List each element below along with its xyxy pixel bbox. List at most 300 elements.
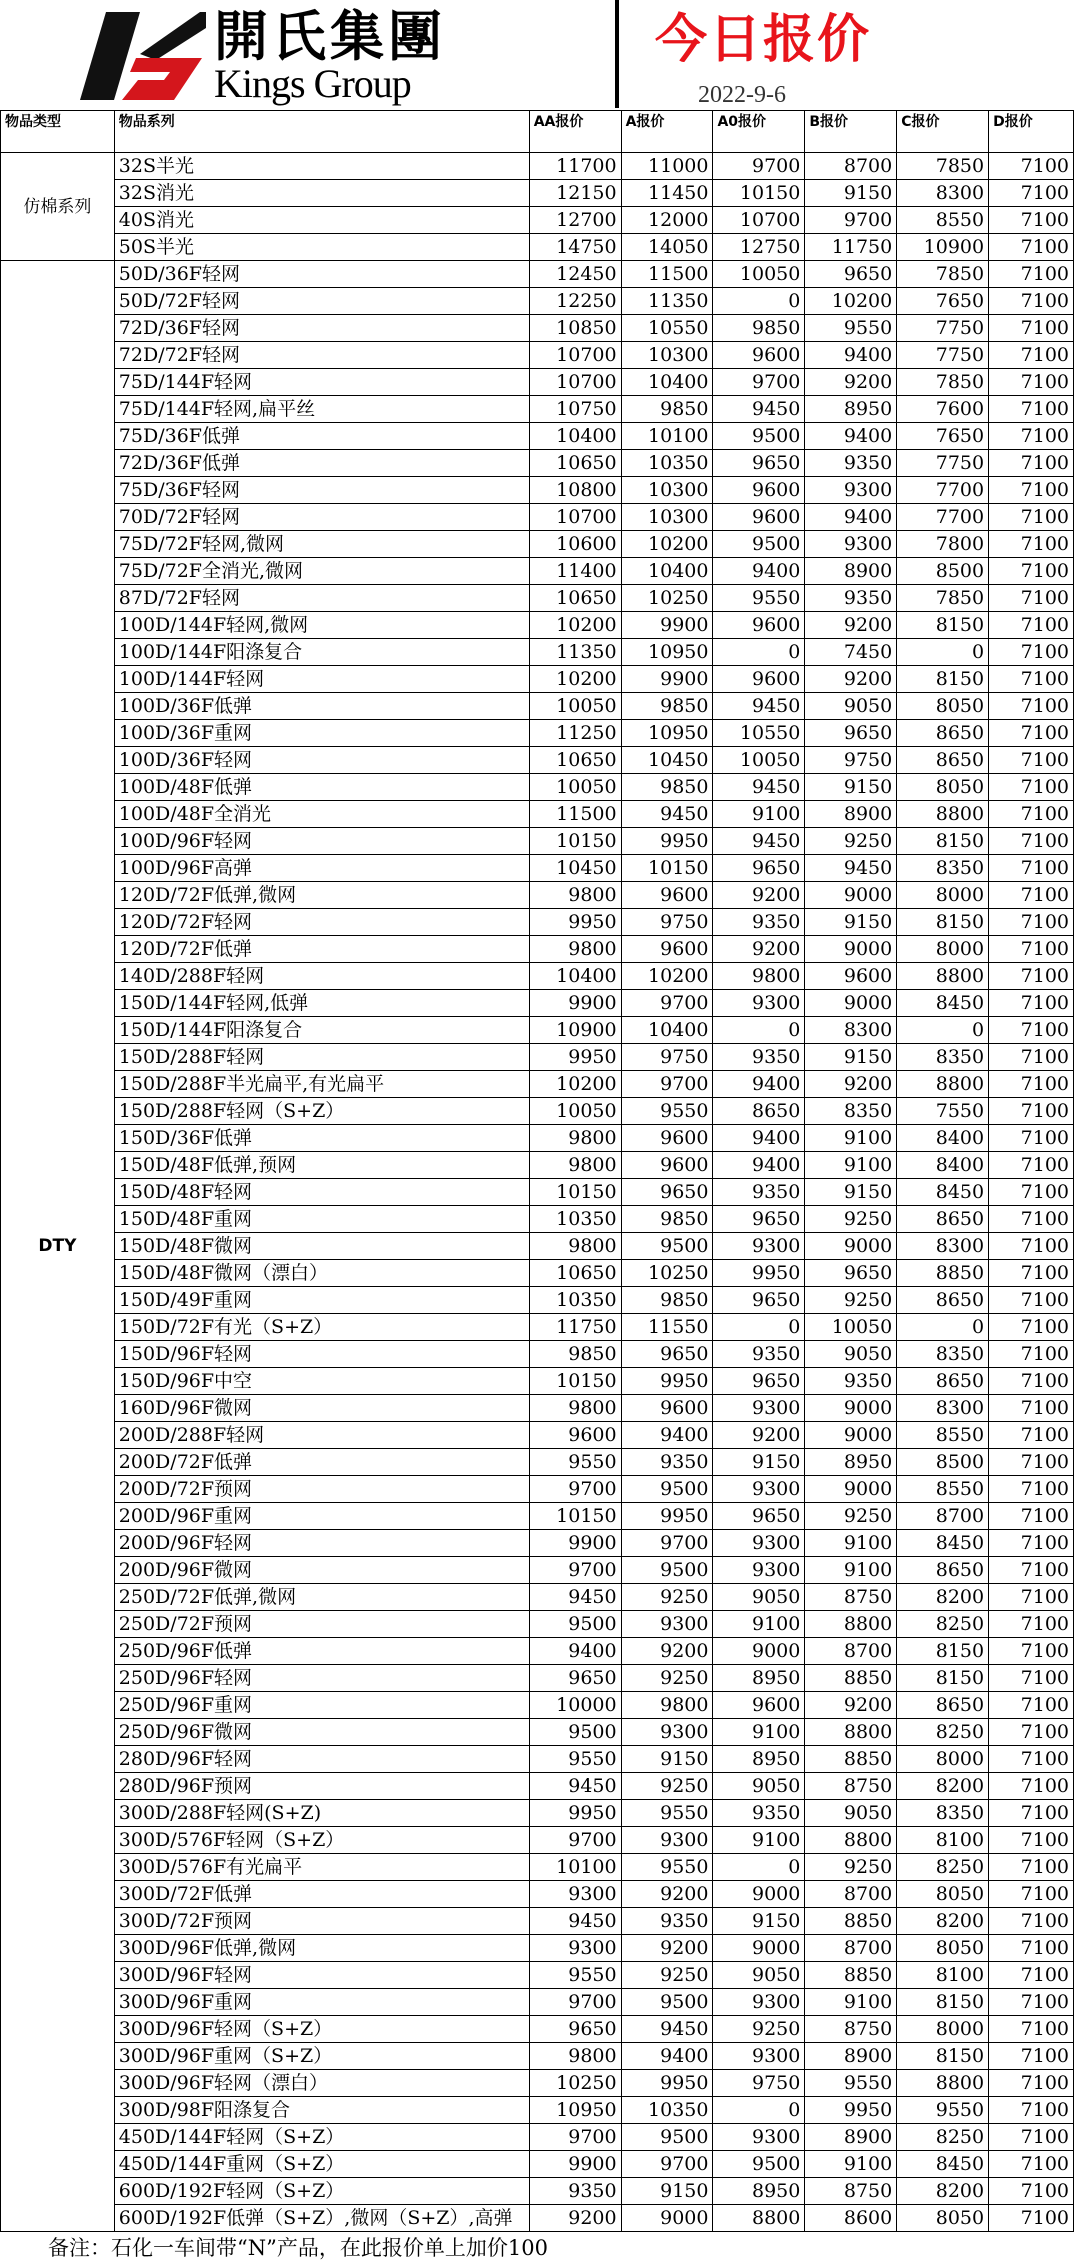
table-row	[1, 1881, 1074, 1908]
price-cell: 9300	[713, 1233, 805, 1260]
price-cell: 9450	[621, 801, 713, 828]
price-cell: 10450	[529, 855, 621, 882]
table-row	[1, 1449, 1074, 1476]
price-cell: 7100	[989, 1881, 1074, 1908]
table-row	[1, 288, 1074, 315]
series-cell: 72D/72F轻网	[114, 342, 529, 369]
price-cell: 9700	[713, 153, 805, 180]
price-cell: 7100	[989, 1233, 1074, 1260]
price-cell: 9800	[621, 1692, 713, 1719]
price-cell: 9900	[529, 2151, 621, 2178]
price-cell: 7100	[989, 774, 1074, 801]
category-cell: DTY	[1, 261, 115, 2232]
series-cell: 300D/96F轻网（S+Z）	[114, 2016, 529, 2043]
price-cell: 8300	[897, 1395, 989, 1422]
col-header-a: A报价	[621, 111, 713, 153]
price-cell: 10050	[805, 1314, 897, 1341]
price-cell: 9750	[805, 747, 897, 774]
table-row	[1, 369, 1074, 396]
price-cell: 7100	[989, 2124, 1074, 2151]
price-cell: 11550	[621, 1314, 713, 1341]
price-cell: 10800	[529, 477, 621, 504]
price-cell: 9450	[713, 396, 805, 423]
table-row	[1, 1287, 1074, 1314]
price-cell: 7100	[989, 1989, 1074, 2016]
price-cell: 7700	[897, 477, 989, 504]
price-cell: 8250	[897, 1719, 989, 1746]
price-cell: 9850	[621, 396, 713, 423]
price-cell: 8800	[897, 801, 989, 828]
price-cell: 10050	[529, 693, 621, 720]
price-cell: 9600	[621, 1125, 713, 1152]
table-row	[1, 1908, 1074, 1935]
series-cell: 250D/72F预网	[114, 1611, 529, 1638]
price-cell: 9650	[621, 1341, 713, 1368]
series-cell: 100D/144F阳涤复合	[114, 639, 529, 666]
price-cell: 8250	[897, 1611, 989, 1638]
price-cell: 9300	[713, 1530, 805, 1557]
price-cell: 8650	[897, 747, 989, 774]
price-cell: 9300	[529, 1935, 621, 1962]
price-cell: 9300	[805, 531, 897, 558]
price-cell: 7800	[897, 531, 989, 558]
price-cell: 9450	[805, 855, 897, 882]
price-cell: 8000	[897, 1746, 989, 1773]
table-row	[1, 1692, 1074, 1719]
price-cell: 8950	[805, 1449, 897, 1476]
price-cell: 9300	[713, 1395, 805, 1422]
price-cell: 0	[713, 1854, 805, 1881]
series-cell: 200D/72F低弹	[114, 1449, 529, 1476]
price-cell: 9500	[713, 423, 805, 450]
table-header-row	[1, 111, 1074, 153]
table-row	[1, 828, 1074, 855]
price-cell: 7100	[989, 1368, 1074, 1395]
price-cell: 7100	[989, 234, 1074, 261]
price-cell: 9350	[713, 1800, 805, 1827]
table-row	[1, 1584, 1074, 1611]
price-cell: 9800	[529, 1152, 621, 1179]
price-cell: 9000	[805, 1422, 897, 1449]
series-cell: 72D/36F轻网	[114, 315, 529, 342]
price-cell: 9100	[713, 1827, 805, 1854]
table-row	[1, 1638, 1074, 1665]
series-cell: 250D/96F轻网	[114, 1665, 529, 1692]
col-header-d: D报价	[989, 111, 1074, 153]
price-cell: 7100	[989, 369, 1074, 396]
table-row	[1, 1503, 1074, 1530]
price-cell: 8150	[897, 1989, 989, 2016]
price-cell: 9150	[805, 909, 897, 936]
price-cell: 9250	[621, 1665, 713, 1692]
table-row	[1, 558, 1074, 585]
price-cell: 8100	[897, 1827, 989, 1854]
price-cell: 7100	[989, 2178, 1074, 2205]
price-cell: 8000	[897, 936, 989, 963]
price-cell: 9100	[805, 1989, 897, 2016]
logo-english-name: Kings Group	[214, 61, 411, 106]
category-cell: 仿棉系列	[1, 153, 115, 261]
price-cell: 9000	[713, 1881, 805, 1908]
table-row	[1, 666, 1074, 693]
table-row	[1, 1719, 1074, 1746]
price-cell: 8150	[897, 828, 989, 855]
price-cell: 11750	[529, 1314, 621, 1341]
price-cell: 10200	[621, 963, 713, 990]
price-cell: 9300	[805, 477, 897, 504]
series-cell: 450D/144F重网（S+Z）	[114, 2151, 529, 2178]
price-cell: 8300	[897, 180, 989, 207]
page-title: 今日报价	[655, 10, 872, 70]
series-cell: 150D/48F微网（漂白）	[114, 1260, 529, 1287]
price-cell: 9900	[529, 1530, 621, 1557]
table-row	[1, 180, 1074, 207]
price-cell: 7100	[989, 261, 1074, 288]
price-cell: 10600	[529, 531, 621, 558]
price-cell: 9150	[805, 1179, 897, 1206]
price-cell: 9350	[713, 1179, 805, 1206]
price-cell: 8050	[897, 1881, 989, 1908]
price-cell: 8450	[897, 1530, 989, 1557]
price-cell: 9950	[529, 1800, 621, 1827]
price-cell: 12750	[713, 234, 805, 261]
price-cell: 10400	[621, 558, 713, 585]
table-row	[1, 153, 1074, 180]
price-cell: 9500	[529, 1719, 621, 1746]
price-cell: 9650	[713, 1503, 805, 1530]
price-cell: 10050	[529, 774, 621, 801]
price-cell: 9650	[529, 1665, 621, 1692]
price-cell: 10150	[529, 1503, 621, 1530]
table-row	[1, 1206, 1074, 1233]
price-cell: 9950	[621, 2070, 713, 2097]
price-cell: 8350	[805, 1098, 897, 1125]
series-cell: 300D/288F轻网(S+Z)	[114, 1800, 529, 1827]
table-row	[1, 1665, 1074, 1692]
price-cell: 9500	[621, 1476, 713, 1503]
series-cell: 160D/96F微网	[114, 1395, 529, 1422]
price-cell: 7100	[989, 1071, 1074, 1098]
series-cell: 150D/96F中空	[114, 1368, 529, 1395]
price-cell: 7100	[989, 1206, 1074, 1233]
price-cell: 9450	[529, 1773, 621, 1800]
table-row	[1, 1854, 1074, 1881]
table-row	[1, 1395, 1074, 1422]
price-cell: 10200	[621, 531, 713, 558]
price-cell: 9650	[713, 855, 805, 882]
price-cell: 7100	[989, 1044, 1074, 1071]
price-cell: 7100	[989, 2043, 1074, 2070]
price-cell: 9000	[713, 1935, 805, 1962]
price-cell: 11750	[805, 234, 897, 261]
price-cell: 10650	[529, 585, 621, 612]
price-cell: 7100	[989, 531, 1074, 558]
table-row	[1, 909, 1074, 936]
price-cell: 0	[713, 639, 805, 666]
price-cell: 7100	[989, 1341, 1074, 1368]
series-cell: 200D/96F重网	[114, 1503, 529, 1530]
table-row	[1, 1017, 1074, 1044]
price-cell: 7100	[989, 1773, 1074, 1800]
price-cell: 9650	[805, 1260, 897, 1287]
price-cell: 12000	[621, 207, 713, 234]
price-cell: 9550	[897, 2097, 989, 2124]
price-cell: 10400	[529, 423, 621, 450]
price-cell: 14050	[621, 234, 713, 261]
table-row	[1, 1233, 1074, 1260]
price-cell: 8700	[805, 1881, 897, 1908]
price-cell: 10550	[621, 315, 713, 342]
price-cell: 7100	[989, 1017, 1074, 1044]
price-cell: 9500	[713, 2151, 805, 2178]
price-cell: 9200	[805, 612, 897, 639]
price-cell: 9600	[621, 1395, 713, 1422]
series-cell: 50S半光	[114, 234, 529, 261]
price-cell: 7100	[989, 1476, 1074, 1503]
price-cell: 10650	[529, 1260, 621, 1287]
price-cell: 10350	[529, 1287, 621, 1314]
series-cell: 75D/36F轻网	[114, 477, 529, 504]
price-cell: 8150	[897, 1665, 989, 1692]
price-cell: 7450	[805, 639, 897, 666]
price-cell: 8700	[805, 1638, 897, 1665]
price-cell: 7100	[989, 612, 1074, 639]
table-row	[1, 720, 1074, 747]
price-cell: 9650	[805, 261, 897, 288]
price-cell: 8650	[897, 720, 989, 747]
price-cell: 8400	[897, 1125, 989, 1152]
series-cell: 75D/144F轻网,扁平丝	[114, 396, 529, 423]
price-cell: 10150	[621, 855, 713, 882]
series-cell: 300D/96F重网	[114, 1989, 529, 2016]
series-cell: 32S半光	[114, 153, 529, 180]
price-cell: 8650	[897, 1206, 989, 1233]
price-cell: 9400	[621, 2043, 713, 2070]
price-cell: 8950	[713, 2178, 805, 2205]
price-cell: 10350	[621, 450, 713, 477]
table-row	[1, 1260, 1074, 1287]
table-row	[1, 1935, 1074, 1962]
price-cell: 9000	[713, 1638, 805, 1665]
price-cell: 10250	[529, 2070, 621, 2097]
price-cell: 11350	[621, 288, 713, 315]
table-row	[1, 2151, 1074, 2178]
price-cell: 7700	[897, 504, 989, 531]
table-row	[1, 612, 1074, 639]
price-cell: 11700	[529, 153, 621, 180]
series-cell: 600D/192F轻网（S+Z）	[114, 2178, 529, 2205]
price-cell: 8750	[805, 2016, 897, 2043]
table-row	[1, 639, 1074, 666]
series-cell: 300D/576F轻网（S+Z）	[114, 1827, 529, 1854]
price-cell: 7100	[989, 936, 1074, 963]
price-cell: 8600	[805, 2205, 897, 2232]
price-cell: 9300	[621, 1611, 713, 1638]
price-cell: 9250	[805, 1854, 897, 1881]
price-cell: 7100	[989, 1503, 1074, 1530]
price-cell: 7100	[989, 666, 1074, 693]
price-cell: 8050	[897, 774, 989, 801]
price-cell: 10700	[529, 369, 621, 396]
table-row	[1, 1989, 1074, 2016]
series-cell: 150D/96F轻网	[114, 1341, 529, 1368]
series-cell: 100D/96F高弹	[114, 855, 529, 882]
price-cell: 8750	[805, 1584, 897, 1611]
series-cell: 32S消光	[114, 180, 529, 207]
price-cell: 9050	[805, 1800, 897, 1827]
price-cell: 7100	[989, 207, 1074, 234]
price-cell: 9300	[621, 1719, 713, 1746]
price-cell: 9400	[713, 1152, 805, 1179]
price-cell: 8650	[897, 1557, 989, 1584]
price-cell: 10000	[529, 1692, 621, 1719]
table-row	[1, 1827, 1074, 1854]
price-cell: 7100	[989, 2070, 1074, 2097]
price-cell: 9550	[713, 585, 805, 612]
price-cell: 8800	[897, 2070, 989, 2097]
price-cell: 7100	[989, 1152, 1074, 1179]
price-cell: 9950	[713, 1260, 805, 1287]
price-cell: 9150	[621, 1746, 713, 1773]
price-cell: 9400	[805, 342, 897, 369]
price-cell: 9700	[713, 369, 805, 396]
price-cell: 7100	[989, 1638, 1074, 1665]
series-cell: 100D/144F轻网	[114, 666, 529, 693]
table-row	[1, 477, 1074, 504]
series-cell: 300D/98F阳涤复合	[114, 2097, 529, 2124]
series-cell: 280D/96F轻网	[114, 1746, 529, 1773]
price-cell: 7100	[989, 1827, 1074, 1854]
price-cell: 8800	[805, 1827, 897, 1854]
price-cell: 8650	[897, 1368, 989, 1395]
series-cell: 150D/72F有光（S+Z）	[114, 1314, 529, 1341]
price-cell: 9350	[805, 450, 897, 477]
price-cell: 11400	[529, 558, 621, 585]
table-row	[1, 1800, 1074, 1827]
price-cell: 0	[897, 1017, 989, 1044]
price-cell: 8450	[897, 990, 989, 1017]
series-cell: 100D/96F轻网	[114, 828, 529, 855]
price-cell: 7750	[897, 315, 989, 342]
table-row	[1, 2070, 1074, 2097]
price-cell: 10150	[529, 1368, 621, 1395]
price-cell: 9450	[529, 1584, 621, 1611]
price-cell: 7100	[989, 1260, 1074, 1287]
price-cell: 10750	[529, 396, 621, 423]
series-cell: 100D/48F低弹	[114, 774, 529, 801]
price-cell: 10150	[529, 1179, 621, 1206]
price-cell: 9550	[529, 1449, 621, 1476]
price-cell: 9700	[529, 1557, 621, 1584]
price-cell: 9600	[621, 1152, 713, 1179]
price-cell: 9050	[713, 1584, 805, 1611]
price-cell: 9700	[529, 2124, 621, 2151]
price-cell: 7100	[989, 963, 1074, 990]
price-cell: 8500	[897, 1449, 989, 1476]
price-cell: 7100	[989, 153, 1074, 180]
price-cell: 9550	[621, 1800, 713, 1827]
price-cell: 9950	[621, 1368, 713, 1395]
price-cell: 9900	[621, 612, 713, 639]
price-cell: 9650	[713, 1287, 805, 1314]
series-cell: 75D/36F低弹	[114, 423, 529, 450]
price-cell: 9150	[621, 2178, 713, 2205]
price-cell: 9200	[713, 1422, 805, 1449]
price-cell: 9250	[621, 1962, 713, 1989]
price-cell: 9950	[621, 828, 713, 855]
series-cell: 150D/144F阳涤复合	[114, 1017, 529, 1044]
price-cell: 8550	[897, 1422, 989, 1449]
series-cell: 50D/36F轻网	[114, 261, 529, 288]
table-row	[1, 1746, 1074, 1773]
price-cell: 9000	[805, 936, 897, 963]
price-cell: 10400	[621, 369, 713, 396]
table-row	[1, 693, 1074, 720]
price-cell: 7850	[897, 369, 989, 396]
series-cell: 300D/96F重网（S+Z）	[114, 2043, 529, 2070]
price-cell: 9750	[713, 2070, 805, 2097]
price-cell: 9400	[713, 1071, 805, 1098]
price-cell: 7100	[989, 342, 1074, 369]
price-cell: 7100	[989, 882, 1074, 909]
price-cell: 7100	[989, 855, 1074, 882]
price-cell: 7100	[989, 1692, 1074, 1719]
price-cell: 7100	[989, 747, 1074, 774]
price-cell: 9200	[529, 2205, 621, 2232]
price-cell: 8200	[897, 1908, 989, 1935]
price-cell: 8050	[897, 2205, 989, 2232]
price-cell: 9350	[713, 1044, 805, 1071]
price-cell: 7100	[989, 693, 1074, 720]
price-cell: 9600	[713, 666, 805, 693]
price-cell: 11500	[621, 261, 713, 288]
price-cell: 7100	[989, 1665, 1074, 1692]
price-cell: 9250	[621, 1773, 713, 1800]
price-cell: 0	[897, 1314, 989, 1341]
table-row	[1, 1098, 1074, 1125]
series-cell: 120D/72F低弹	[114, 936, 529, 963]
table-row	[1, 1530, 1074, 1557]
table-row	[1, 423, 1074, 450]
series-cell: 150D/49F重网	[114, 1287, 529, 1314]
price-cell: 8200	[897, 1773, 989, 1800]
table-row	[1, 261, 1074, 288]
price-cell: 9850	[621, 1206, 713, 1233]
series-cell: 150D/48F低弹,预网	[114, 1152, 529, 1179]
price-cell: 0	[713, 1314, 805, 1341]
col-header-aa: AA报价	[529, 111, 621, 153]
price-cell: 7100	[989, 1908, 1074, 1935]
price-cell: 9300	[713, 1557, 805, 1584]
price-cell: 7100	[989, 558, 1074, 585]
price-cell: 7650	[897, 423, 989, 450]
price-cell: 9350	[713, 909, 805, 936]
price-cell: 9500	[621, 1989, 713, 2016]
price-cell: 12450	[529, 261, 621, 288]
price-cell: 9550	[529, 1962, 621, 1989]
series-cell: 250D/72F低弹,微网	[114, 1584, 529, 1611]
price-cell: 7100	[989, 1530, 1074, 1557]
price-cell: 7100	[989, 1314, 1074, 1341]
price-cell: 9650	[713, 1368, 805, 1395]
price-cell: 9000	[805, 1233, 897, 1260]
price-cell: 9650	[529, 2016, 621, 2043]
price-cell: 8400	[897, 1152, 989, 1179]
table-row	[1, 1044, 1074, 1071]
price-cell: 9300	[713, 1989, 805, 2016]
price-cell: 0	[713, 2097, 805, 2124]
footer-note: 备注：石化一车间带“N”产品，在此报价单上加价100	[48, 2236, 548, 2260]
